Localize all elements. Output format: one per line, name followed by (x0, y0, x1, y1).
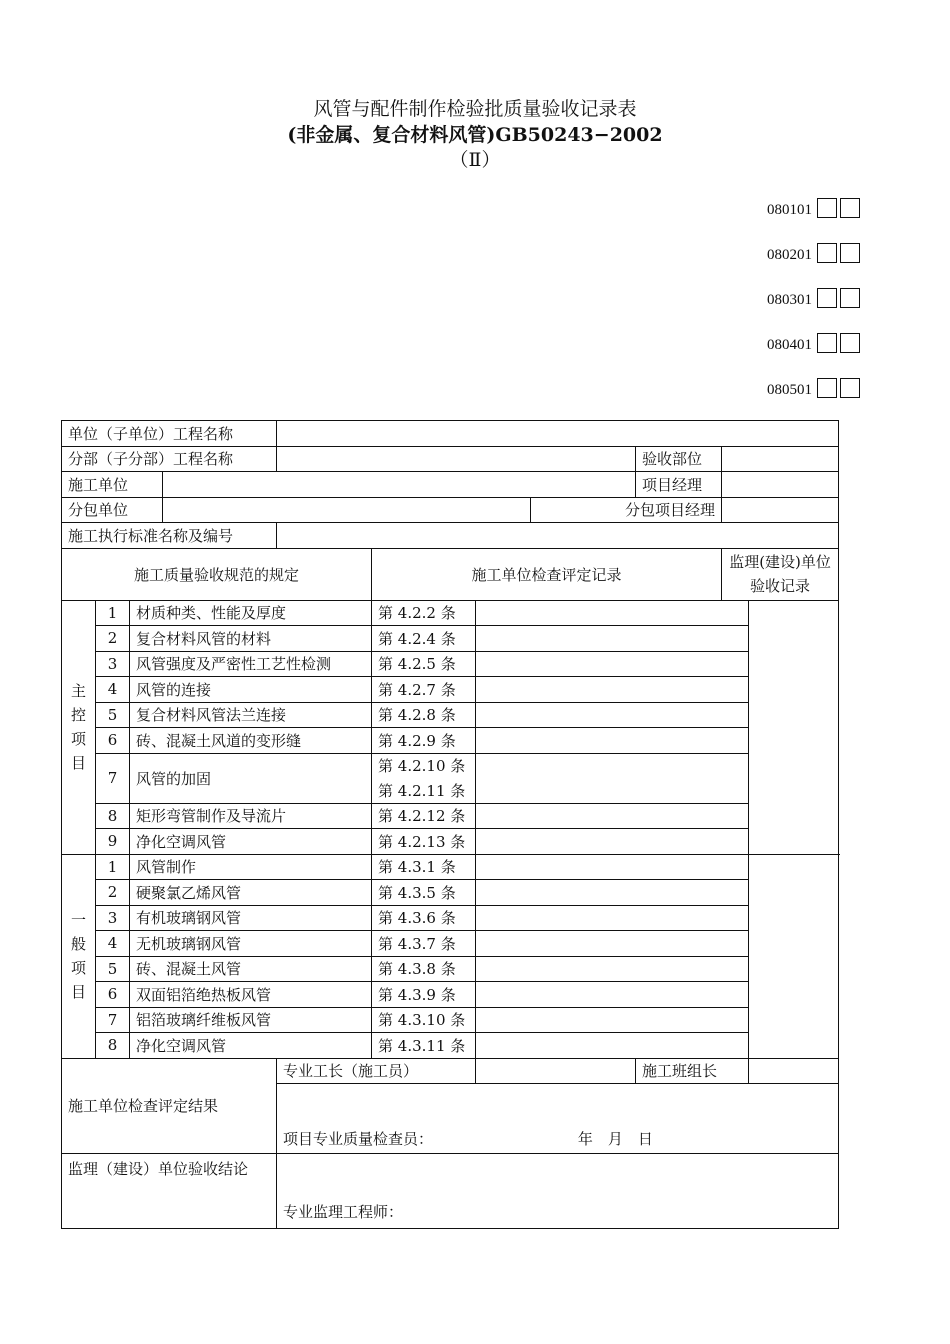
item-clause: 第 4.2.13 条 (372, 829, 476, 855)
item-check-record[interactable] (476, 956, 749, 982)
table-row (62, 523, 839, 549)
code-number: 080201 (767, 247, 812, 263)
checkbox[interactable] (840, 378, 860, 398)
form-subtitle: (非金属、复合材料风管)GB50243−2002 (287, 124, 663, 146)
item-name: 矩形弯管制作及导流片 (130, 803, 372, 829)
item-number: 7 (96, 753, 130, 803)
item-number: 4 (96, 677, 130, 703)
item-name: 有机玻璃钢风管 (130, 905, 372, 931)
item-clause: 第 4.2.5 条 (372, 651, 476, 677)
table-row (62, 626, 839, 652)
code-row (767, 378, 860, 423)
table-row (62, 1007, 839, 1033)
item-number: 9 (96, 829, 130, 855)
item-number: 8 (96, 1033, 130, 1059)
table-row (62, 677, 839, 703)
item-number: 5 (96, 956, 130, 982)
table-row (62, 803, 839, 829)
checkbox[interactable] (840, 333, 860, 353)
supervision-record-column-header: 监理(建设)单位验收记录 (722, 548, 839, 600)
table-row (62, 728, 839, 754)
main-items-group-text: 主控项目 (70, 682, 86, 772)
item-clause-secondary: 第 4.2.11 条 (372, 778, 476, 803)
table-row (62, 600, 839, 626)
subcontract-unit-value[interactable] (163, 497, 531, 523)
item-name: 风管的加固 (130, 753, 372, 803)
table-row (62, 931, 839, 957)
table-header-row (62, 548, 839, 600)
item-clause: 第 4.2.12 条 (372, 803, 476, 829)
inspection-table (61, 420, 839, 1229)
item-check-record[interactable] (476, 854, 749, 880)
item-clause: 第 4.2.10 条 (372, 753, 476, 778)
table-row (62, 829, 839, 855)
item-name: 净化空调风管 (130, 1033, 372, 1059)
acceptance-part-value[interactable] (722, 446, 839, 472)
item-check-record[interactable] (476, 600, 749, 626)
item-clause: 第 4.3.10 条 (372, 1007, 476, 1033)
item-number: 4 (96, 931, 130, 957)
code-list (767, 198, 860, 423)
item-check-record[interactable] (476, 803, 749, 829)
table-row (62, 1058, 839, 1084)
item-clause: 第 4.2.4 条 (372, 626, 476, 652)
form-title: 风管与配件制作检验批质量验收记录表 (313, 98, 637, 120)
checkbox[interactable] (817, 288, 837, 308)
checkbox[interactable] (817, 198, 837, 218)
item-clause: 第 4.3.11 条 (372, 1033, 476, 1059)
spec-column-header: 施工质量验收规范的规定 (62, 548, 372, 600)
check-result-label: 施工单位检查评定结果 (62, 1058, 277, 1154)
item-number: 3 (96, 651, 130, 677)
foreman-value[interactable] (476, 1058, 636, 1084)
unit-project-value[interactable] (277, 421, 839, 447)
unit-project-label: 单位（子单位）工程名称 (62, 421, 277, 447)
item-name: 砖、混凝土风管 (130, 956, 372, 982)
item-number: 1 (96, 854, 130, 880)
main-items-group-label (62, 600, 96, 854)
item-check-record[interactable] (476, 753, 749, 803)
standard-name-label: 施工执行标准名称及编号 (62, 523, 277, 549)
construction-unit-label: 施工单位 (62, 472, 163, 498)
item-name: 风管强度及严密性工艺性检测 (130, 651, 372, 677)
checkbox[interactable] (840, 288, 860, 308)
item-number: 3 (96, 905, 130, 931)
supervisor-label: 专业监理工程师： (283, 1203, 404, 1221)
form-volume: （Ⅱ） (449, 149, 501, 171)
subcontract-unit-label: 分包单位 (62, 497, 163, 523)
item-number: 2 (96, 880, 130, 906)
subcontract-manager-value[interactable] (722, 497, 839, 523)
general-items-supervision-record[interactable] (749, 854, 839, 1058)
table-row (62, 1033, 839, 1059)
sub-project-value[interactable] (277, 446, 636, 472)
table-row (62, 905, 839, 931)
item-number: 5 (96, 702, 130, 728)
item-name: 复合材料风管的材料 (130, 626, 372, 652)
acceptance-part-label: 验收部位 (636, 446, 722, 472)
table-row (62, 982, 839, 1008)
item-check-record[interactable] (476, 829, 749, 855)
construction-unit-value[interactable] (163, 472, 636, 498)
item-check-record[interactable] (476, 1033, 749, 1059)
table-row (62, 880, 839, 906)
item-clause: 第 4.3.7 条 (372, 931, 476, 957)
item-check-record[interactable] (476, 728, 749, 754)
checkbox[interactable] (817, 333, 837, 353)
team-leader-label: 施工班组长 (636, 1058, 749, 1084)
table-row (62, 446, 839, 472)
team-leader-value[interactable] (749, 1058, 839, 1084)
item-clause: 第 4.2.7 条 (372, 677, 476, 703)
general-items-group-label (62, 854, 96, 1058)
standard-name-value[interactable] (277, 523, 839, 549)
item-check-record[interactable] (476, 651, 749, 677)
item-number: 8 (96, 803, 130, 829)
item-check-record[interactable] (476, 982, 749, 1008)
project-manager-value[interactable] (722, 472, 839, 498)
item-name: 材质种类、性能及厚度 (130, 600, 372, 626)
item-clause: 第 4.3.8 条 (372, 956, 476, 982)
code-number: 080401 (767, 337, 812, 353)
item-clause: 第 4.3.9 条 (372, 982, 476, 1008)
item-clause: 第 4.3.1 条 (372, 854, 476, 880)
item-number: 1 (96, 600, 130, 626)
item-name: 风管的连接 (130, 677, 372, 703)
item-number: 7 (96, 1007, 130, 1033)
item-check-record[interactable] (476, 626, 749, 652)
table-row (62, 702, 839, 728)
item-name: 净化空调风管 (130, 829, 372, 855)
main-items-supervision-record[interactable] (749, 600, 839, 854)
table-row (62, 472, 839, 498)
inspector-label: 项目专业质量检查员： (283, 1130, 434, 1148)
item-clause: 第 4.2.9 条 (372, 728, 476, 754)
table-row (62, 753, 839, 778)
checkbox[interactable] (817, 243, 837, 263)
table-row (62, 421, 839, 447)
table-row (62, 854, 839, 880)
item-check-record[interactable] (476, 931, 749, 957)
code-row (767, 243, 860, 288)
code-row (767, 198, 860, 243)
subcontract-manager-label: 分包项目经理 (531, 497, 722, 523)
check-record-column-header: 施工单位检查评定记录 (372, 548, 722, 600)
item-check-record[interactable] (476, 880, 749, 906)
foreman-label: 专业工长（施工员） (277, 1058, 476, 1084)
general-items-group-text: 一般项目 (70, 911, 86, 1001)
item-clause: 第 4.2.8 条 (372, 702, 476, 728)
table-row (62, 1154, 839, 1229)
code-row (767, 288, 860, 333)
table-row (62, 497, 839, 523)
supervision-conclusion-label: 监理（建设）单位验收结论 (62, 1154, 277, 1229)
table-row (62, 651, 839, 677)
code-row (767, 333, 860, 378)
item-check-record[interactable] (476, 905, 749, 931)
item-number: 6 (96, 982, 130, 1008)
inspector-signature-cell[interactable] (277, 1084, 839, 1154)
table-row (62, 956, 839, 982)
item-check-record[interactable] (476, 677, 749, 703)
item-clause: 第 4.3.5 条 (372, 880, 476, 906)
checkbox[interactable] (817, 378, 837, 398)
item-name: 无机玻璃钢风管 (130, 931, 372, 957)
checkbox[interactable] (840, 198, 860, 218)
project-manager-label: 项目经理 (636, 472, 722, 498)
item-check-record[interactable] (476, 702, 749, 728)
item-name: 铝箔玻璃纤维板风管 (130, 1007, 372, 1033)
item-clause: 第 4.2.2 条 (372, 600, 476, 626)
date-label: 年 月 日 (577, 1130, 653, 1148)
item-number: 2 (96, 626, 130, 652)
item-name: 双面铝箔绝热板风管 (130, 982, 372, 1008)
checkbox[interactable] (840, 243, 860, 263)
code-number: 080301 (767, 292, 812, 308)
item-name: 复合材料风管法兰连接 (130, 702, 372, 728)
item-number: 6 (96, 728, 130, 754)
item-check-record[interactable] (476, 1007, 749, 1033)
item-name: 风管制作 (130, 854, 372, 880)
sub-project-label: 分部（子分部）工程名称 (62, 446, 277, 472)
item-clause: 第 4.3.6 条 (372, 905, 476, 931)
item-name: 砖、混凝土风道的变形缝 (130, 728, 372, 754)
supervisor-signature-cell[interactable] (277, 1154, 839, 1229)
code-number: 080501 (767, 382, 812, 398)
item-name: 硬聚氯乙烯风管 (130, 880, 372, 906)
code-number: 080101 (767, 202, 812, 218)
